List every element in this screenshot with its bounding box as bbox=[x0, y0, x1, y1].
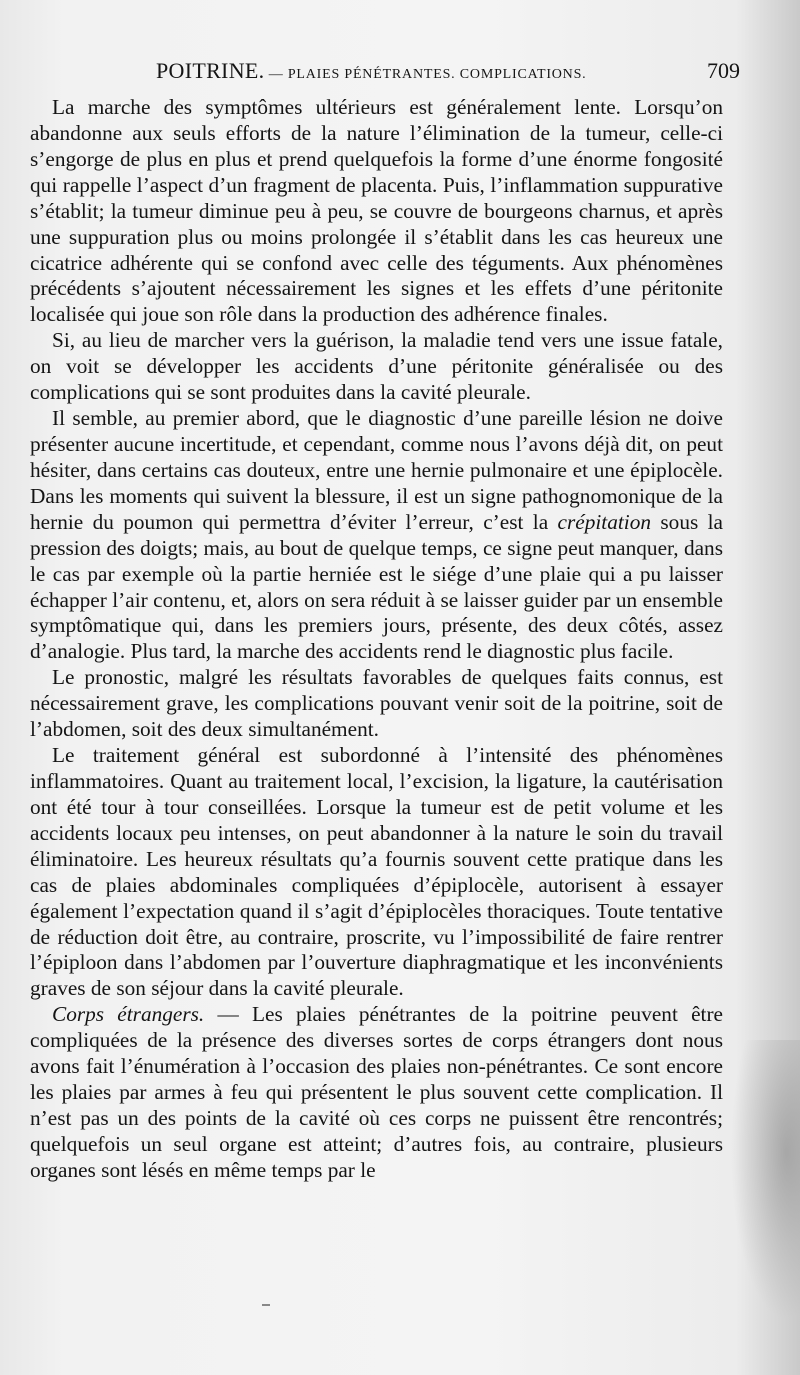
paragraph-text: Il semble, au premier abord, que le diagnostic d’une pareille lésion ne doive présenter aucune incertitude, et cependant, comme nous l’avons déjà dit, on peut hésiter, dans certains cas douteux, entre une hernie pulmonaire et une épiplocèle. Dans les moments qui suivent la blessure, il est un signe pathognomonique de la hernie du poumon qui permettra d’éviter l’erreur, c’est la bbox=[30, 406, 723, 534]
paragraph-treatment bbox=[30, 743, 723, 1002]
running-title-main: POITRINE. bbox=[156, 58, 265, 83]
paragraph-fatal-outcome bbox=[30, 328, 723, 406]
paragraph-text: Si, au lieu de marcher vers la guérison, la maladie tend vers une issue fatale, on voit se développer les accidents d’une péritonite généralisée ou des complications qui se sont produites dans la cavité pleurale. bbox=[30, 328, 723, 405]
running-title-sub: — PLAIES PÉNÉTRANTES. COMPLICATIONS. bbox=[264, 67, 587, 82]
body-text bbox=[30, 95, 723, 1184]
paragraph-diagnosis bbox=[30, 406, 723, 665]
section-lead-corps-etrangers: Corps étrangers. bbox=[52, 1002, 205, 1027]
paragraph-text: Le pronostic, malgré les résultats favorables de quelques faits connus, est nécessairement grave, les complications pouvant venir soit de la poitrine, soit de l’abdomen, soit des deux simultanément. bbox=[30, 665, 723, 742]
paragraph-symptoms bbox=[30, 95, 723, 328]
page-number: 709 bbox=[707, 58, 740, 83]
page-edge-stain bbox=[730, 1040, 800, 1320]
running-header bbox=[30, 56, 740, 90]
running-title bbox=[156, 58, 586, 84]
paragraph-text: La marche des symptômes ultérieurs est généralement lente. Lorsqu’on abandonne aux seuls efforts de la nature l’élimination de la tumeur, celle-ci s’engorge de plus en plus et prend quelquefois la forme d’une énorme fongosité qui rappelle l’aspect d’un fragment de placenta. Puis, l’inflammation suppurative s’établit; la tumeur diminue peu à peu, se couvre de bourgeons charnus, et après une suppuration plus ou moins prolongée il s’établit dans les cas heureux une cicatrice adhérente qui se confond avec celle des téguments. Aux phénomènes précédents s’ajoutent nécessairement les signes et les effets d’une péritonite localisée qui joue son rôle dans la production des adhérence finales. bbox=[30, 95, 723, 327]
emphasis-crepitation: crépitation bbox=[557, 509, 652, 534]
paragraph-text: Le traitement général est subordonné à l’intensité des phénomènes inflammatoires. Quant au traitement local, l’excision, la ligature, la cautérisation ont été tour à tour conseillées. Lorsque la tumeur est de petit volume et les accidents locaux peu intenses, on peut abandonner à la nature le soin du travail éliminatoire. Les heureux résultats qu’a fournis souvent cette pratique dans les cas de plaies abdominales compliquées d’épiplocèle, autorisent à essayer également l’expectation quand il s’agit d’épiplocèles thoraciques. Toute tentative de réduction doit être, au contraire, proscrite, vu l’impossibilité de faire rentrer l’épiploon dans l’abdomen par l’ouverture diaphragmatique et les inconvénients graves de son séjour dans la cavité pleurale. bbox=[30, 743, 723, 1001]
paragraph-text: — Les plaies pénétrantes de la poitrine peuvent être compliquées de la présence des diverses sortes de corps étrangers dont nous avons fait l’énumération à l’occasion des plaies non-pénétrantes. Ce sont encore les plaies par armes à feu qui présentent le plus souvent cette complication. Il n’est pas un des points de la cavité où ces corps ne puissent être rencontrés; quelquefois un seul organe est atteint; d’autres fois, au contraire, plusieurs organes sont lésés en même temps par le bbox=[30, 1002, 724, 1182]
paragraph-prognosis bbox=[30, 665, 723, 743]
paragraph-foreign-bodies bbox=[30, 1002, 723, 1183]
paragraph-text: sous la pression des doigts; mais, au bout de quelque temps, ce signe peut manquer, dans le cas par exemple où la partie herniée est le siége d’une plaie qui a pu laisser échapper l’air contenu, et, alors on sera réduit à se laisser guider par un ensemble symptômatique qui, dans les premiers jours, présente, des deux côtés, assez d’analogie. Plus tard, la marche des accidents rend le diagnostic plus facile. bbox=[30, 509, 723, 664]
folio-mark bbox=[262, 1304, 270, 1306]
